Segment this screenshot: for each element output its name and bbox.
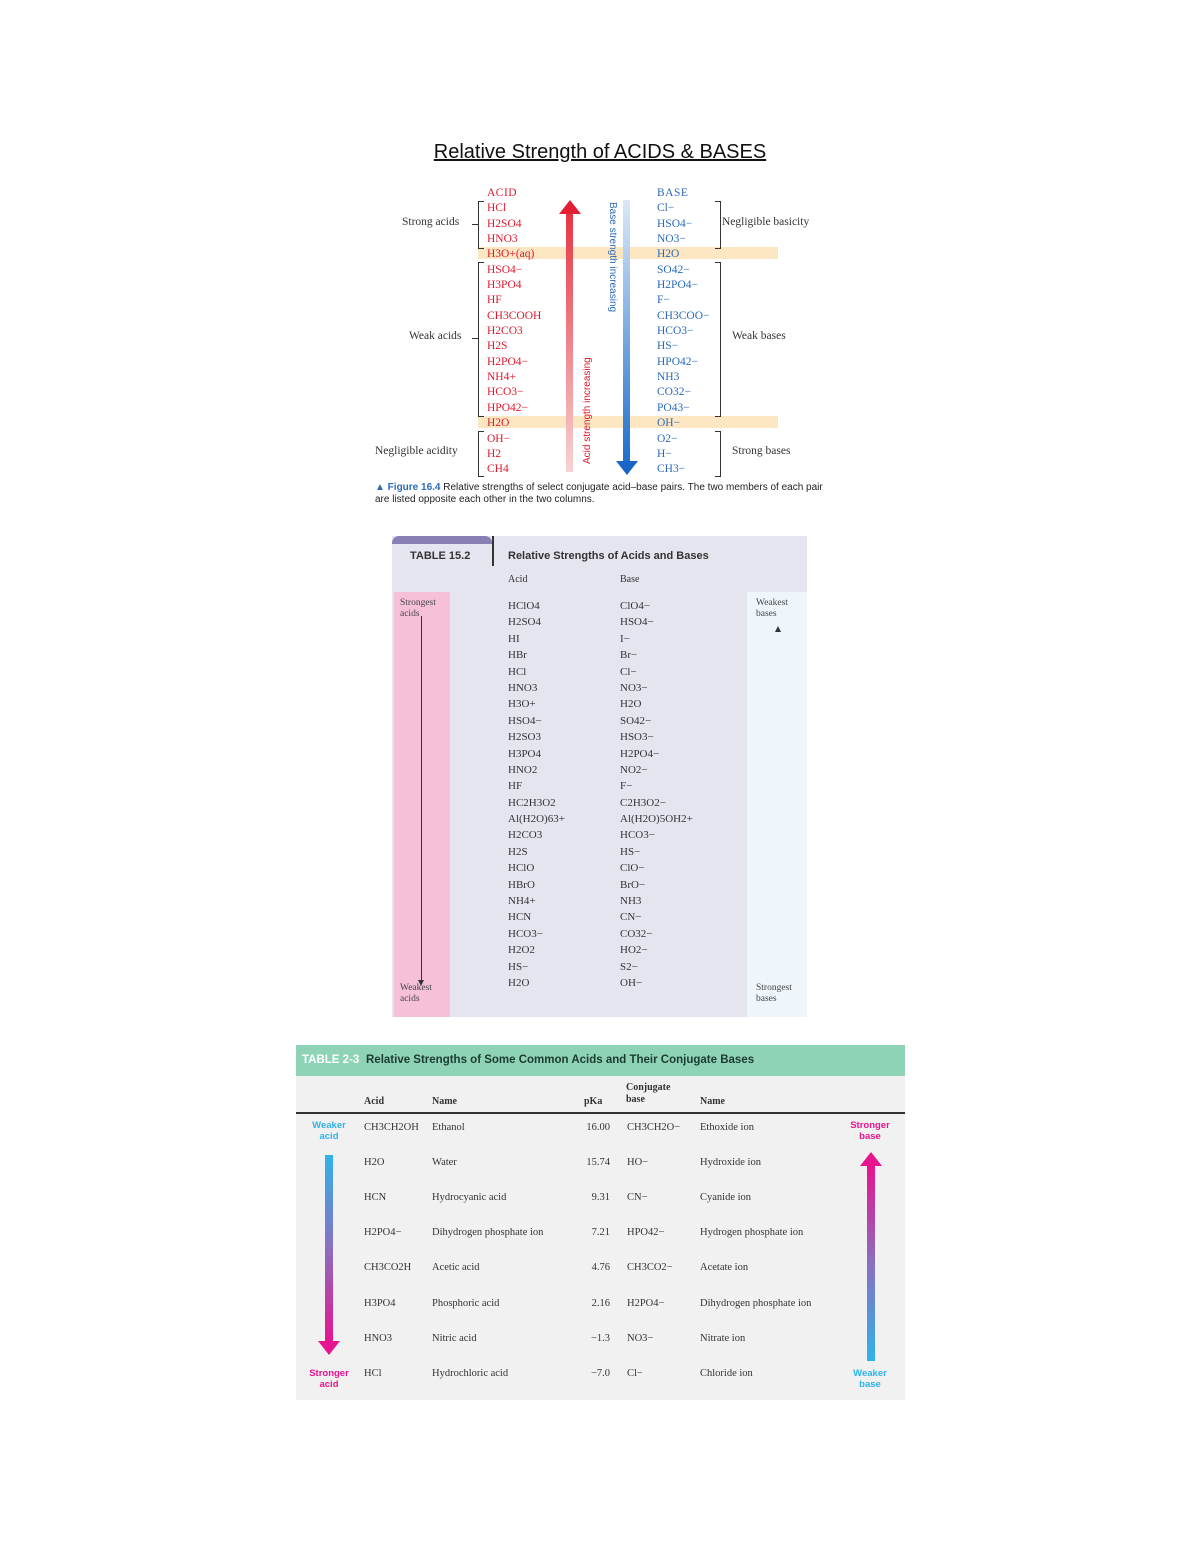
table-row bbox=[296, 1262, 905, 1282]
list-item: NO2− bbox=[620, 763, 648, 776]
acid-strength-arrow bbox=[566, 212, 573, 472]
acid-strength-arrow bbox=[325, 1155, 333, 1343]
pka-cell: 9.31 bbox=[591, 1192, 610, 1204]
list-item: H3PO4 bbox=[487, 279, 522, 292]
conjugate-base-cell: HO− bbox=[627, 1157, 649, 1169]
weaker-base-label: Weaker base bbox=[853, 1368, 887, 1390]
list-item: Al(H2O)5OH2+ bbox=[620, 813, 693, 826]
table-title: Relative Strengths of Some Common Acids and Their Conjugate Bases bbox=[366, 1054, 755, 1066]
base-name-cell: Chloride ion bbox=[700, 1367, 753, 1379]
list-item: HClO bbox=[508, 862, 535, 875]
conjugate-base-cell: HPO42− bbox=[627, 1227, 665, 1239]
list-item: OH− bbox=[487, 432, 511, 445]
name-cell: Nitric acid bbox=[432, 1332, 477, 1344]
list-item: F− bbox=[620, 780, 633, 793]
acid-cell: H2PO4− bbox=[364, 1227, 402, 1239]
list-item: CH3− bbox=[657, 463, 686, 476]
table-row bbox=[296, 1298, 905, 1318]
list-item: HPO42− bbox=[487, 401, 528, 414]
list-item: NH4+ bbox=[508, 895, 536, 908]
col-base-name: Name bbox=[700, 1096, 725, 1107]
list-item: H2O2 bbox=[508, 944, 535, 957]
acid-cell: CH3CO2H bbox=[364, 1262, 412, 1274]
list-item: I− bbox=[620, 632, 630, 645]
base-strength-arrow bbox=[623, 200, 630, 462]
list-item: CN− bbox=[620, 911, 642, 924]
list-item: H3O+ bbox=[508, 698, 536, 711]
list-item: OH− bbox=[620, 976, 643, 989]
pka-cell: 15.74 bbox=[586, 1157, 610, 1169]
acid-cell: HCl bbox=[364, 1367, 382, 1379]
strong-acids-bracket bbox=[478, 201, 484, 249]
list-item: O2− bbox=[657, 432, 678, 445]
list-item: HCO3− bbox=[657, 325, 694, 338]
list-item: HC2H3O2 bbox=[508, 796, 556, 809]
list-item: Br− bbox=[620, 649, 638, 662]
list-item: HI bbox=[508, 632, 520, 645]
list-item: F− bbox=[657, 294, 670, 307]
list-item: H2CO3 bbox=[487, 325, 523, 338]
list-item: HCN bbox=[508, 911, 532, 924]
list-item: HSO4− bbox=[487, 263, 523, 276]
figure-16-4 bbox=[360, 182, 850, 512]
pka-cell: 7.21 bbox=[591, 1227, 610, 1239]
list-item: H2O bbox=[620, 698, 642, 711]
base-strength-arrow bbox=[867, 1165, 875, 1361]
conjugate-base-cell: NO3− bbox=[627, 1332, 654, 1344]
acid-cell: CH3CH2OH bbox=[364, 1122, 419, 1133]
list-item: HSO4− bbox=[620, 616, 654, 629]
list-item: HS− bbox=[620, 845, 641, 858]
stronger-base-label: Stronger base bbox=[850, 1120, 890, 1142]
weak-acids-label: Weak acids bbox=[409, 330, 462, 342]
list-item: OH− bbox=[657, 417, 681, 430]
list-item: BrO− bbox=[620, 878, 646, 891]
base-strength-label: Base strength increasing bbox=[607, 202, 618, 313]
list-item: H2O bbox=[487, 417, 510, 430]
weak-acids-bracket bbox=[478, 262, 484, 417]
acid-cell: H2O bbox=[364, 1157, 385, 1169]
tab-divider bbox=[492, 536, 494, 566]
table-row bbox=[296, 1122, 905, 1142]
list-item: H2O bbox=[657, 248, 680, 261]
list-item: NH4+ bbox=[487, 371, 516, 384]
base-name-cell: Hydrogen phosphate ion bbox=[700, 1227, 804, 1239]
strongest-acids-label: Strongest acids bbox=[400, 598, 436, 619]
list-item: HBr bbox=[508, 649, 527, 662]
conjugate-base-cell: CN− bbox=[627, 1192, 648, 1204]
list-item: H− bbox=[657, 447, 672, 460]
list-item: H2SO3 bbox=[508, 731, 542, 744]
name-cell: Phosphoric acid bbox=[432, 1297, 500, 1309]
base-column-header: Base bbox=[620, 574, 640, 585]
negligible-acidity-bracket bbox=[478, 431, 484, 477]
conjugate-base-cell: CH3CO2− bbox=[627, 1262, 673, 1274]
list-item: S2− bbox=[620, 960, 638, 973]
list-item: H2SO4 bbox=[487, 217, 522, 230]
acid-header: ACID bbox=[487, 187, 518, 199]
list-item: ClO4− bbox=[620, 600, 651, 612]
col-name: Name bbox=[432, 1096, 457, 1107]
list-item: H3PO4 bbox=[508, 747, 542, 760]
acid-cell: HCN bbox=[364, 1192, 387, 1204]
arrow-down-icon bbox=[616, 461, 638, 475]
name-cell: Dihydrogen phosphate ion bbox=[432, 1227, 544, 1239]
base-column bbox=[657, 186, 710, 478]
stronger-acid-label: Stronger acid bbox=[309, 1368, 349, 1390]
strongest-bases-label: Strongest bases bbox=[756, 983, 792, 1004]
col-pka: pKa bbox=[584, 1096, 603, 1107]
base-name-cell: Nitrate ion bbox=[700, 1332, 746, 1344]
list-item: NO3− bbox=[620, 681, 648, 694]
pka-cell: −1.3 bbox=[590, 1332, 610, 1344]
base-strength-strip bbox=[747, 592, 807, 1017]
pka-cell: 4.76 bbox=[591, 1262, 610, 1274]
weakest-acids-label: Weakest acids bbox=[400, 983, 432, 1004]
table-label: TABLE 2-3 bbox=[302, 1054, 360, 1066]
figure-caption bbox=[375, 482, 825, 506]
table-title: Relative Strengths of Acids and Bases bbox=[508, 550, 709, 562]
list-item: CH3COO− bbox=[657, 309, 710, 322]
list-item: CO32− bbox=[620, 927, 653, 940]
name-cell: Acetic acid bbox=[432, 1262, 480, 1274]
table-row bbox=[296, 1157, 905, 1177]
list-item: HCO3− bbox=[487, 386, 524, 399]
list-item: HNO2 bbox=[508, 763, 538, 776]
list-item: HBrO bbox=[508, 878, 535, 891]
weak-bases-bracket bbox=[715, 262, 721, 417]
list-item: HCO3− bbox=[620, 829, 655, 842]
name-cell: Hydrocyanic acid bbox=[432, 1192, 507, 1204]
list-item: HNO3 bbox=[508, 681, 538, 694]
negligible-basicity-label: Negligible basicity bbox=[722, 216, 810, 228]
list-item: HSO4− bbox=[657, 217, 693, 230]
decreasing-acid-line bbox=[421, 616, 422, 981]
weak-bases-label: Weak bases bbox=[732, 330, 786, 342]
acid-strength-label: Acid strength increasing bbox=[582, 357, 593, 464]
col-acid: Acid bbox=[364, 1096, 384, 1107]
list-item: HSO3− bbox=[620, 731, 654, 744]
arrow-up-icon bbox=[775, 626, 781, 632]
list-item: C2H3O2− bbox=[620, 796, 666, 809]
list-item: HClO4 bbox=[508, 600, 540, 612]
list-item: H2PO4− bbox=[620, 747, 660, 760]
page-title: Relative Strength of ACIDS & BASES bbox=[433, 141, 767, 163]
list-item: HCl bbox=[487, 202, 507, 215]
table-row bbox=[296, 1368, 905, 1388]
list-item: H2PO4− bbox=[657, 279, 698, 292]
caption-lead: ▲ Figure 16.4 bbox=[375, 482, 441, 493]
acid-cell: HNO3 bbox=[364, 1332, 392, 1344]
table-label: TABLE 15.2 bbox=[410, 550, 471, 562]
list-item: Al(H2O)63+ bbox=[508, 813, 565, 826]
list-item: CO32− bbox=[657, 386, 691, 399]
list-item: HCl bbox=[508, 665, 527, 678]
list-item: HS− bbox=[508, 960, 529, 973]
arrow-down-icon bbox=[318, 1341, 340, 1355]
list-item: H2S bbox=[487, 340, 508, 353]
caption-text: Relative strengths of select conjugate acid–base pairs. The two members of each pair are listed opposite each other in the two columns. bbox=[375, 482, 823, 505]
acid-column bbox=[487, 186, 541, 478]
base-name-cell: Dihydrogen phosphate ion bbox=[700, 1297, 812, 1309]
list-item: HO2− bbox=[620, 944, 648, 957]
acid-cell: H3PO4 bbox=[364, 1297, 396, 1309]
list-item: CH3COOH bbox=[487, 309, 542, 322]
list-item: H2SO4 bbox=[508, 616, 542, 629]
base-header: BASE bbox=[657, 187, 689, 199]
list-item: HF bbox=[487, 294, 502, 307]
list-item: HNO3 bbox=[487, 233, 518, 246]
list-item: NO3− bbox=[657, 233, 686, 246]
list-item: SO42− bbox=[657, 263, 690, 276]
list-item: Cl− bbox=[657, 202, 675, 215]
pka-cell: −7.0 bbox=[590, 1367, 610, 1379]
name-cell: Ethanol bbox=[432, 1122, 465, 1133]
list-item: H2S bbox=[508, 845, 528, 858]
col-conjugate-base: Conjugate base bbox=[626, 1082, 671, 1105]
strong-bases-bracket bbox=[715, 431, 721, 477]
list-item: HPO42− bbox=[657, 355, 698, 368]
acid-strength-strip bbox=[394, 592, 450, 1017]
list-item: H3O+(aq) bbox=[487, 248, 535, 261]
header-rule bbox=[296, 1112, 905, 1114]
list-item: HSO4− bbox=[508, 714, 542, 727]
list-item: ClO− bbox=[620, 862, 645, 875]
arrow-up-icon bbox=[860, 1152, 882, 1166]
base-name-cell: Cyanide ion bbox=[700, 1192, 752, 1204]
name-cell: Water bbox=[432, 1157, 457, 1169]
base-name-cell: Acetate ion bbox=[700, 1262, 749, 1274]
acid-column-header: Acid bbox=[508, 574, 528, 585]
base-name-cell: Hydroxide ion bbox=[700, 1157, 761, 1169]
base-list bbox=[620, 598, 693, 991]
bracket-tick bbox=[472, 338, 478, 339]
pka-cell: 16.00 bbox=[586, 1122, 610, 1133]
table-row bbox=[296, 1192, 905, 1212]
table-15-2 bbox=[392, 536, 807, 1017]
negligible-basicity-bracket bbox=[715, 201, 721, 249]
list-item: NH3 bbox=[657, 371, 680, 384]
list-item: HF bbox=[508, 780, 523, 793]
negligible-acidity-label: Negligible acidity bbox=[375, 445, 458, 457]
pka-cell: 2.16 bbox=[591, 1297, 610, 1309]
list-item: PO43− bbox=[657, 401, 690, 414]
weakest-bases-label: Weakest bases bbox=[756, 598, 788, 619]
list-item: H2O bbox=[508, 976, 530, 989]
arrow-up-icon bbox=[559, 200, 581, 214]
table-row bbox=[296, 1227, 905, 1247]
table-tab bbox=[392, 536, 492, 544]
conjugate-base-cell: CH3CH2O− bbox=[627, 1122, 681, 1133]
list-item: HS− bbox=[657, 340, 679, 353]
list-item: SO42− bbox=[620, 714, 652, 727]
list-item: H2 bbox=[487, 447, 502, 460]
list-item: HCO3− bbox=[508, 927, 543, 940]
table-row bbox=[296, 1333, 905, 1353]
strong-bases-label: Strong bases bbox=[732, 445, 791, 457]
acid-list bbox=[508, 598, 565, 991]
bracket-tick bbox=[472, 224, 478, 225]
list-item: Cl− bbox=[620, 665, 637, 678]
list-item: H2PO4− bbox=[487, 355, 528, 368]
conjugate-base-cell: Cl− bbox=[627, 1367, 643, 1379]
strong-acids-label: Strong acids bbox=[402, 216, 460, 228]
table-2-3 bbox=[296, 1045, 905, 1400]
list-item: CH4 bbox=[487, 463, 509, 476]
conjugate-base-cell: H2PO4− bbox=[627, 1297, 665, 1309]
list-item: H2CO3 bbox=[508, 829, 543, 842]
list-item: NH3 bbox=[620, 895, 642, 908]
name-cell: Hydrochloric acid bbox=[432, 1367, 509, 1379]
base-name-cell: Ethoxide ion bbox=[700, 1122, 754, 1133]
weaker-acid-label: Weaker acid bbox=[312, 1120, 346, 1142]
